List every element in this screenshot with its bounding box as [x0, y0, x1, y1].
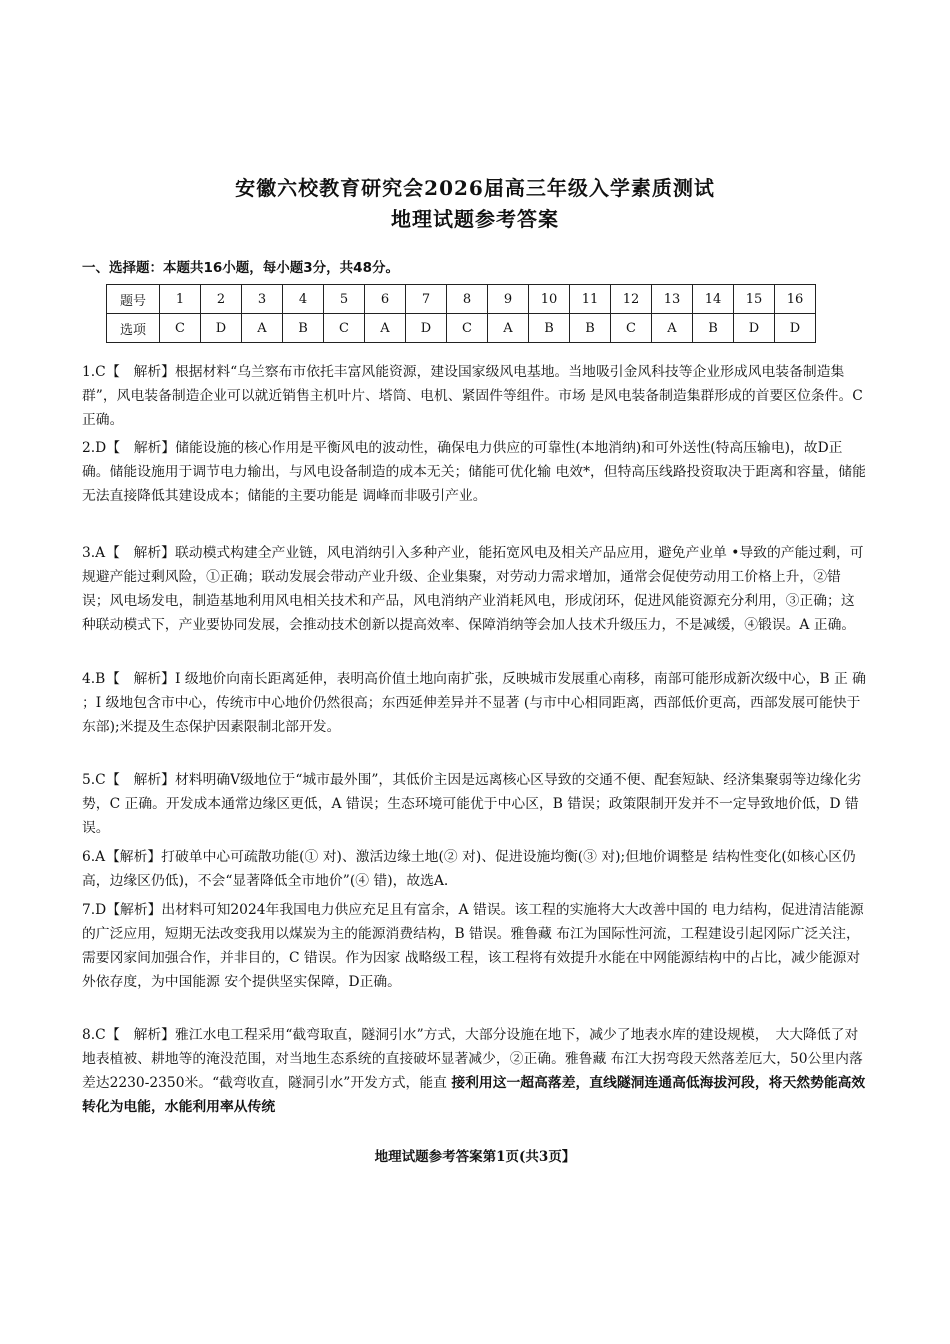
answer-table-option-row: [107, 314, 816, 343]
explanation-item: [82, 1023, 866, 1119]
answer-cell: B: [570, 314, 611, 343]
explanation-item: [82, 898, 866, 994]
explanation-number: 7.D: [82, 902, 107, 918]
answer-cell: C: [611, 314, 652, 343]
answer-table-row-label: 题号: [107, 285, 160, 314]
question-number-cell: 8: [447, 285, 488, 314]
question-number-cell: 6: [365, 285, 406, 314]
question-number-cell: 3: [242, 285, 283, 314]
answer-cell: B: [283, 314, 324, 343]
question-number-cell: 5: [324, 285, 365, 314]
explanation-text: 【 解析】雅江水电工程采用“截弯取直，隧洞引水”方式，大部分设施在地下，减少了地表水库的建设规模， 大大降低了对地表植被、耕地等的淹没范围，对当地生态系统的直接破坏显著减少，②正确。雅鲁藏 布江大拐弯段天然落差厄大，50公里内落差达2230-2350米。“截弯收直，隧洞引水”开发方式，能直: [82, 1027, 863, 1091]
explanation-item: [82, 436, 866, 508]
explanation-bold-text: 接利用这一超高落差，直线隧洞连通高低海拔河段，将天然势能高效转化为电能，水能利用率从传统: [82, 1075, 866, 1115]
explanation-text: 【 解析】根据材料“乌兰察布市依托丰富风能资源，建设国家级风电基地。当地吸引金风科技等企业形成风电装备制造集群”，风电装备制造企业可以就近销售主机叶片、塔筒、电机、紧固件等组件。市场 是风电装备制造集群形成的首要区位条件。C 正确。: [82, 364, 863, 428]
explanation-number: 3.A: [82, 545, 106, 561]
document-title: 安徽六校教育研究会2026届高三年级入学素质测试: [235, 176, 715, 200]
answer-table: [106, 284, 816, 343]
explanation-number: 6.A: [82, 849, 106, 865]
answer-cell: A: [365, 314, 406, 343]
question-number-cell: 12: [611, 285, 652, 314]
section-heading: 一、选择题：本题共16小题，每小题3分，共48分。: [82, 260, 399, 276]
question-number-cell: 15: [734, 285, 775, 314]
question-number-cell: 7: [406, 285, 447, 314]
question-number-cell: 13: [652, 285, 693, 314]
answer-cell: D: [734, 314, 775, 343]
answer-cell: C: [160, 314, 201, 343]
answer-cell: C: [324, 314, 365, 343]
explanation-text: 【解析】出材料可知2024年我国电力供应充足且有富余，A 错误。该工程的实施将大大改善中国的 电力结构，促进清洁能源的广泛应用，短期无法改变我用以煤炭为主的能源消费结构，B 错误。雅鲁藏 布江为国际性河流，工程建设引起冈际广泛关注，需要冈家间加强合作，并非目的，C 错误。作为因家 战略级工程，该工程将有效提升水能在中网能源结构中的占比，减少能源对外依存度，为中国能源 安个提供坚实保障，D正确。: [82, 902, 864, 990]
answer-cell: A: [242, 314, 283, 343]
explanation-text: 【解析】打破单中心可疏散功能(① 对)、激活边缘土地(② 对)、促进设施均衡(③ 对);但地价调整是 结构性变化(如核心区仍高，边缘区仍低)，不会“显著降低全市地价”(④ 错)，故选A.: [82, 849, 856, 889]
question-number-cell: 1: [160, 285, 201, 314]
explanation-text: 【 解析】I 级地价向南长距离延伸，表明高价值土地向南扩张，反映城市发展重心南移，南部可能形成新次级中心，B 正 确 ；I 级地包含市中心，传统市中心地价仍然很高；东西延伸差异并不显著 (与市中心相同距离，西部低价更高，西部发展可能快于东部);米提及生态保护因素限制北部开发。: [82, 671, 866, 735]
explanation-number: 2.D: [82, 440, 107, 456]
answer-cell: D: [775, 314, 816, 343]
explanation-number: 8.C: [82, 1027, 106, 1043]
answer-cell: A: [652, 314, 693, 343]
answer-cell: C: [447, 314, 488, 343]
explanation-text: 【 解析】储能设施的核心作用是平衡风电的波动性，确保电力供应的可靠性(本地消纳)和可外送性(特高压输电)，故D正确。储能设施用于调节电力输出，与风电设备制造的成本无关；储能可优化输 电效*，但特高压线路投资取决于距离和容量，储能无法直接降低其建设成本；储能的主要功能是 调峰而非吸引产业。: [82, 440, 866, 504]
question-number-cell: 10: [529, 285, 570, 314]
explanation-number: 4.B: [82, 671, 106, 687]
explanation-item: [82, 768, 866, 840]
question-number-cell: 14: [693, 285, 734, 314]
answer-cell: A: [488, 314, 529, 343]
explanation-number: 5.C: [82, 772, 106, 788]
explanation-text: 【 解析】材料明确Ⅴ级地位于“城市最外围”，其低价主因是远离核心区导致的交通不便、配套短缺、经济集聚弱等边缘化劣势，C 正确。开发成本通常边缘区更低，A 错误；生态环境可能优于中心区，B 错误；政策限制开发并不一定导致地价低，D 错误。: [82, 772, 862, 836]
explanation-item: [82, 845, 866, 893]
question-number-cell: 9: [488, 285, 529, 314]
page-footer: 地理试题参考答案第1页(共3页】: [374, 1149, 576, 1165]
explanation-item: [82, 360, 866, 432]
answer-table-row-label: 选项: [107, 314, 160, 343]
document-subtitle: 地理试题参考答案: [391, 207, 559, 231]
answer-table-number-row: [107, 285, 816, 314]
answer-cell: B: [693, 314, 734, 343]
answer-cell: D: [406, 314, 447, 343]
explanation-text: 【 解析】联动模式构建全产业链，风电消纳引入多种产业，能拓宽风电及相关产品应用，避免产业单 •导致的产能过剩，可规避产能过剩风险，①正确；联动发展会带动产业升级、企业集聚，对劳动力需求增加，通常会促使劳动用工价格上升，②错误；风电场发电，制造基地利用风电相关技术和产品，风电消纳产业消耗风电，形成闭环，促进风能资源充分利用，③正确；这种联动模式下，产业要协同发展，会推动技术创新以提高效率、保障消纳等会加人技术升级压力，不是减缓，④锻误。A 正确。: [82, 545, 864, 633]
answer-cell: B: [529, 314, 570, 343]
explanation-number: 1.C: [82, 364, 106, 380]
answer-cell: D: [201, 314, 242, 343]
question-number-cell: 11: [570, 285, 611, 314]
question-number-cell: 2: [201, 285, 242, 314]
explanation-item: [82, 667, 866, 739]
question-number-cell: 16: [775, 285, 816, 314]
question-number-cell: 4: [283, 285, 324, 314]
explanation-item: [82, 541, 866, 637]
